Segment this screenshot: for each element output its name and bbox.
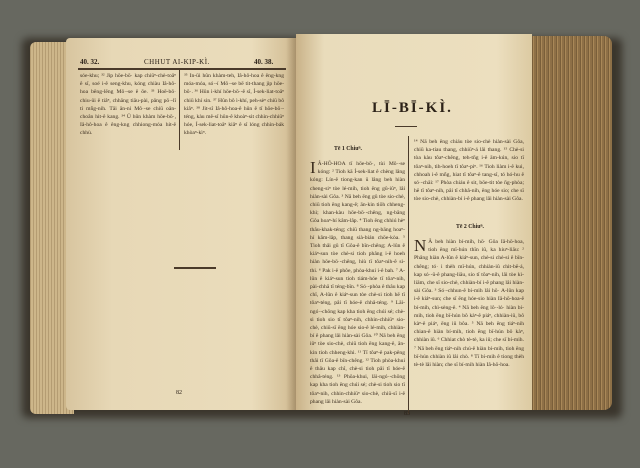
right-column-top-text: ¹⁴ Nā beh ēng chiáu tòe sio-chè hiàn-sài Gôa, chiū ka-tiau thang, chhiūⁿ-á lâi thang. ¹⁵ Chè-si tòa kàu tôaⁿ-chêng, teh-tn̄g i-ê ām-kún, sio tī tôaⁿ-nih, tih-hoeh tī tôaⁿ-piⁿ. ¹⁶ Tioh liàm i-ê kui, chhoah i-ê mn̂g, hiat tī tôaⁿ-ê tang-sî, tó hó-hu ê só·-chāi: ¹⁷ Phòa chiáu ê sit, bōe-tit tòe n̄g-phòa; hē tī tôaⁿ-nih, pâi tī chhâ-nih, ēng hóe sio; che sī tòe sio-chè, chhiàn-bí i-ê phang lâi hiàn-sài Gôa. (414, 139, 524, 203)
left-header-title: CHHUT AI-KIP-KÌ. (144, 58, 210, 66)
chapter-1-body: Â-HŌ-HOA tī hōe-bō·, tùi Mô·-se kóng: ² Tioh kā Í-sek-liat ê chèng lâng kóng: Lín-ê tiong-kan ū lâng beh hiàn cheng-siⁿ tòe lé-mih, tioh ēng gû-iûⁿ, lâi hiàn-sài Gôa. ³ Nā beh ēng gû tòe sio-chè, chiū tioh ēng kang-ê; ān-kin tiōh chheng-khì; khan-kàu hōe-bō·-chêng, ng-bāng Gôa hoaⁿ-hí kâm-lâp. ⁴ Tioh ēng chhiú hèⁿ thâu-khak-téng; chiū thang ng-bāng hoaⁿ-hí kâm-lâp, thang sià-bián chōe-kòa. ⁵ Tioh thâi gû tī Gôa-ê bīn-chêng; A-lûn ê kiáⁿ-sun tòe chè-si tioh phâng i-ê hoeh hiàn hōe-bō·-chêng, hiù tī tôaⁿ-nih-ê sì-thi. ⁶ Pak i-ê phôe, phòa-khui i-ê bah. ⁷ A-lûn ê kiáⁿ-sun tioh tiám-hóe tī tôaⁿ-nih, pài-chhā tī téng-bīn. ⁸ Só·-phòa ê thâu kap chî, A-lûn ê kiáⁿ-sun tòe chè-si tioh hē tī tôaⁿ-téng, pâi tī hóe-ê chhâ-téng. ⁹ Lāi-ngó·-chōng kap kha tioh ēng chúi sé; chè-si tioh sio tī tôaⁿ-nih, chhin-chhiūⁿ sio-chè, chiū-sī ēng hóe sio-ê lé-mih, chhiàn-bí ê phang lâi hiàn-sài Gôa. ¹⁰ Nā beh ēng iûⁿ tòe sio-chè, chiū tioh ēng kang-ê, ān-kin tioh chheng-khì. ¹¹ Tī tôaⁿ-ê pak-pêng thâi tī Gôa-ê bīn-chêng. ¹² Tioh phòa-khui ê thâu kap chî, chè-si tioh pâi tī hóe-ê chhâ-téng. ¹³ Phōa-khui, lāi-ngó·-chōng kap kha tioh ēng chúi sé; chè-si tioh sio tī tôaⁿ-nih, chhin-chhiūⁿ sio-chè, chiū-sī i-ê phang lâi hiàn-sài Gôa. (310, 161, 405, 405)
column-divider (179, 70, 180, 150)
right-page (296, 34, 532, 417)
column-divider (408, 136, 409, 414)
page-number: 82 (176, 390, 182, 396)
left-page (66, 38, 298, 410)
left-header-ref-right: 40. 38. (254, 58, 274, 66)
left-column-2-text: ³⁵ In-ūi hûn khàm-teh, Iâ-hô-hoa ê êng-kng móa-móa, só·-í Mô·-se bē tit-thang jip hōe-bō·. ³⁶ Hûn ì-khí hōe-bō·-ê sî, Í-sek-liat-toāⁿ chiū khí sin. ³⁷ Hûn bô ì-khí, peh-sèⁿ chiū bô kiâⁿ. ³⁸ Jit-sî Iâ-hô-hoa-ê hûn ê tī hōe-bō·-téng, kàu mê-sî hûn-ê khoàⁿ-sit chhìn-chhiūⁿ hóe, Í-sek-liat-toāⁿ kiâⁿ ê sî lóng chhìn-bák khòaⁿ-kìⁿ. (184, 73, 284, 137)
drop-cap: I (310, 160, 316, 177)
end-of-book-rule (174, 267, 216, 269)
chapter-2-text (414, 238, 524, 414)
page-number: 83 (404, 411, 410, 417)
chapter-2-body: Â beh hiàn bí-mih, hō· Gôa Iâ-hō-hoa, tioh ēng mī-hún thīn iû, ka hiuⁿ-liāu: ² Phâng hiàn A-lûn ê kiáⁿ-sun, chè-si chè-si ê bīn-chêng; tó· i thèh mī-hún, chhiàn-iû chit-bē-á, kap só·-ū-ê phang-liāu, sio tī tôaⁿ-nih, lâi tòe kì-liām, che sī sio-chè, chhiàn-bí i-ê phang lâi hiàn-sài Gôa. ³ Só·-chhun-ê bí-mih lâi hō· A-lûn kap i-ê kiáⁿ-sun; che sī ēng hóe-sio hiàn Iâ-hō-hoa-ê bí-mih, chì-sèng-ê. ⁴ Nā beh ēng lô·-ló· hiàn bí-mih, tioh ēng bī-hún bô kàⁿ-ê piáⁿ, chhiàn-iû, bô kàⁿ-ê piáⁿ, ēng iû bôa. ⁵ Nā beh ēng tiáⁿ-nih chian-ê hiàn bí-mih, tioh ēng bī-hún bô kàⁿ, chhiàn iû. ⁶ Chhiat chò tè-tè, ka iû; che sī bí-mih. ⁷ Nā beh ēng tiáⁿ-nih chú-ê hiàn bí-mih, tioh ēng bī-hún chhiàn iû lâi chò. ⁸ Tī bí-mih ê tiong thèh tè-tè lâi hiàn; che sī bí-mih hiàn Iâ-hō-hoa. (414, 239, 524, 369)
chapter-1-heading: Tē 1 Chiuⁿ. (334, 146, 362, 152)
left-header-ref: 40. 32. (80, 58, 100, 66)
header-rule (78, 68, 286, 70)
title-rule (395, 126, 417, 127)
chapter-2-heading: Tē 2 Chiuⁿ. (456, 224, 484, 230)
left-column-1-text: sóe-khu; ³² Jip hōe-bō· kap chiūⁿ-chè-toâⁿ ê sî, soé i-ê seng-khu, kóng chiàu Iâ-hô-hoa bēng-lēng Mô·-se ê ōe. ³³ Hoē-bō· chiu-ûi ê tiâⁿ, chhāng tiāu-pài, pâng pō·-lî ti mn̂g-nih. Tāi ān-ni Mô·-se chiū oân-choân hit-ê kang. ³⁴ Ū hûn khàm hōe-bō·, Iâ-hô-hoa ê êng-kng chhiong-móa hit-ê chhù. (80, 73, 176, 137)
right-page-edges (528, 36, 612, 410)
drop-cap: N (414, 238, 427, 255)
chapter-1-text (310, 160, 405, 412)
book-title: LĪ-BĪ-KÌ. (372, 100, 453, 116)
